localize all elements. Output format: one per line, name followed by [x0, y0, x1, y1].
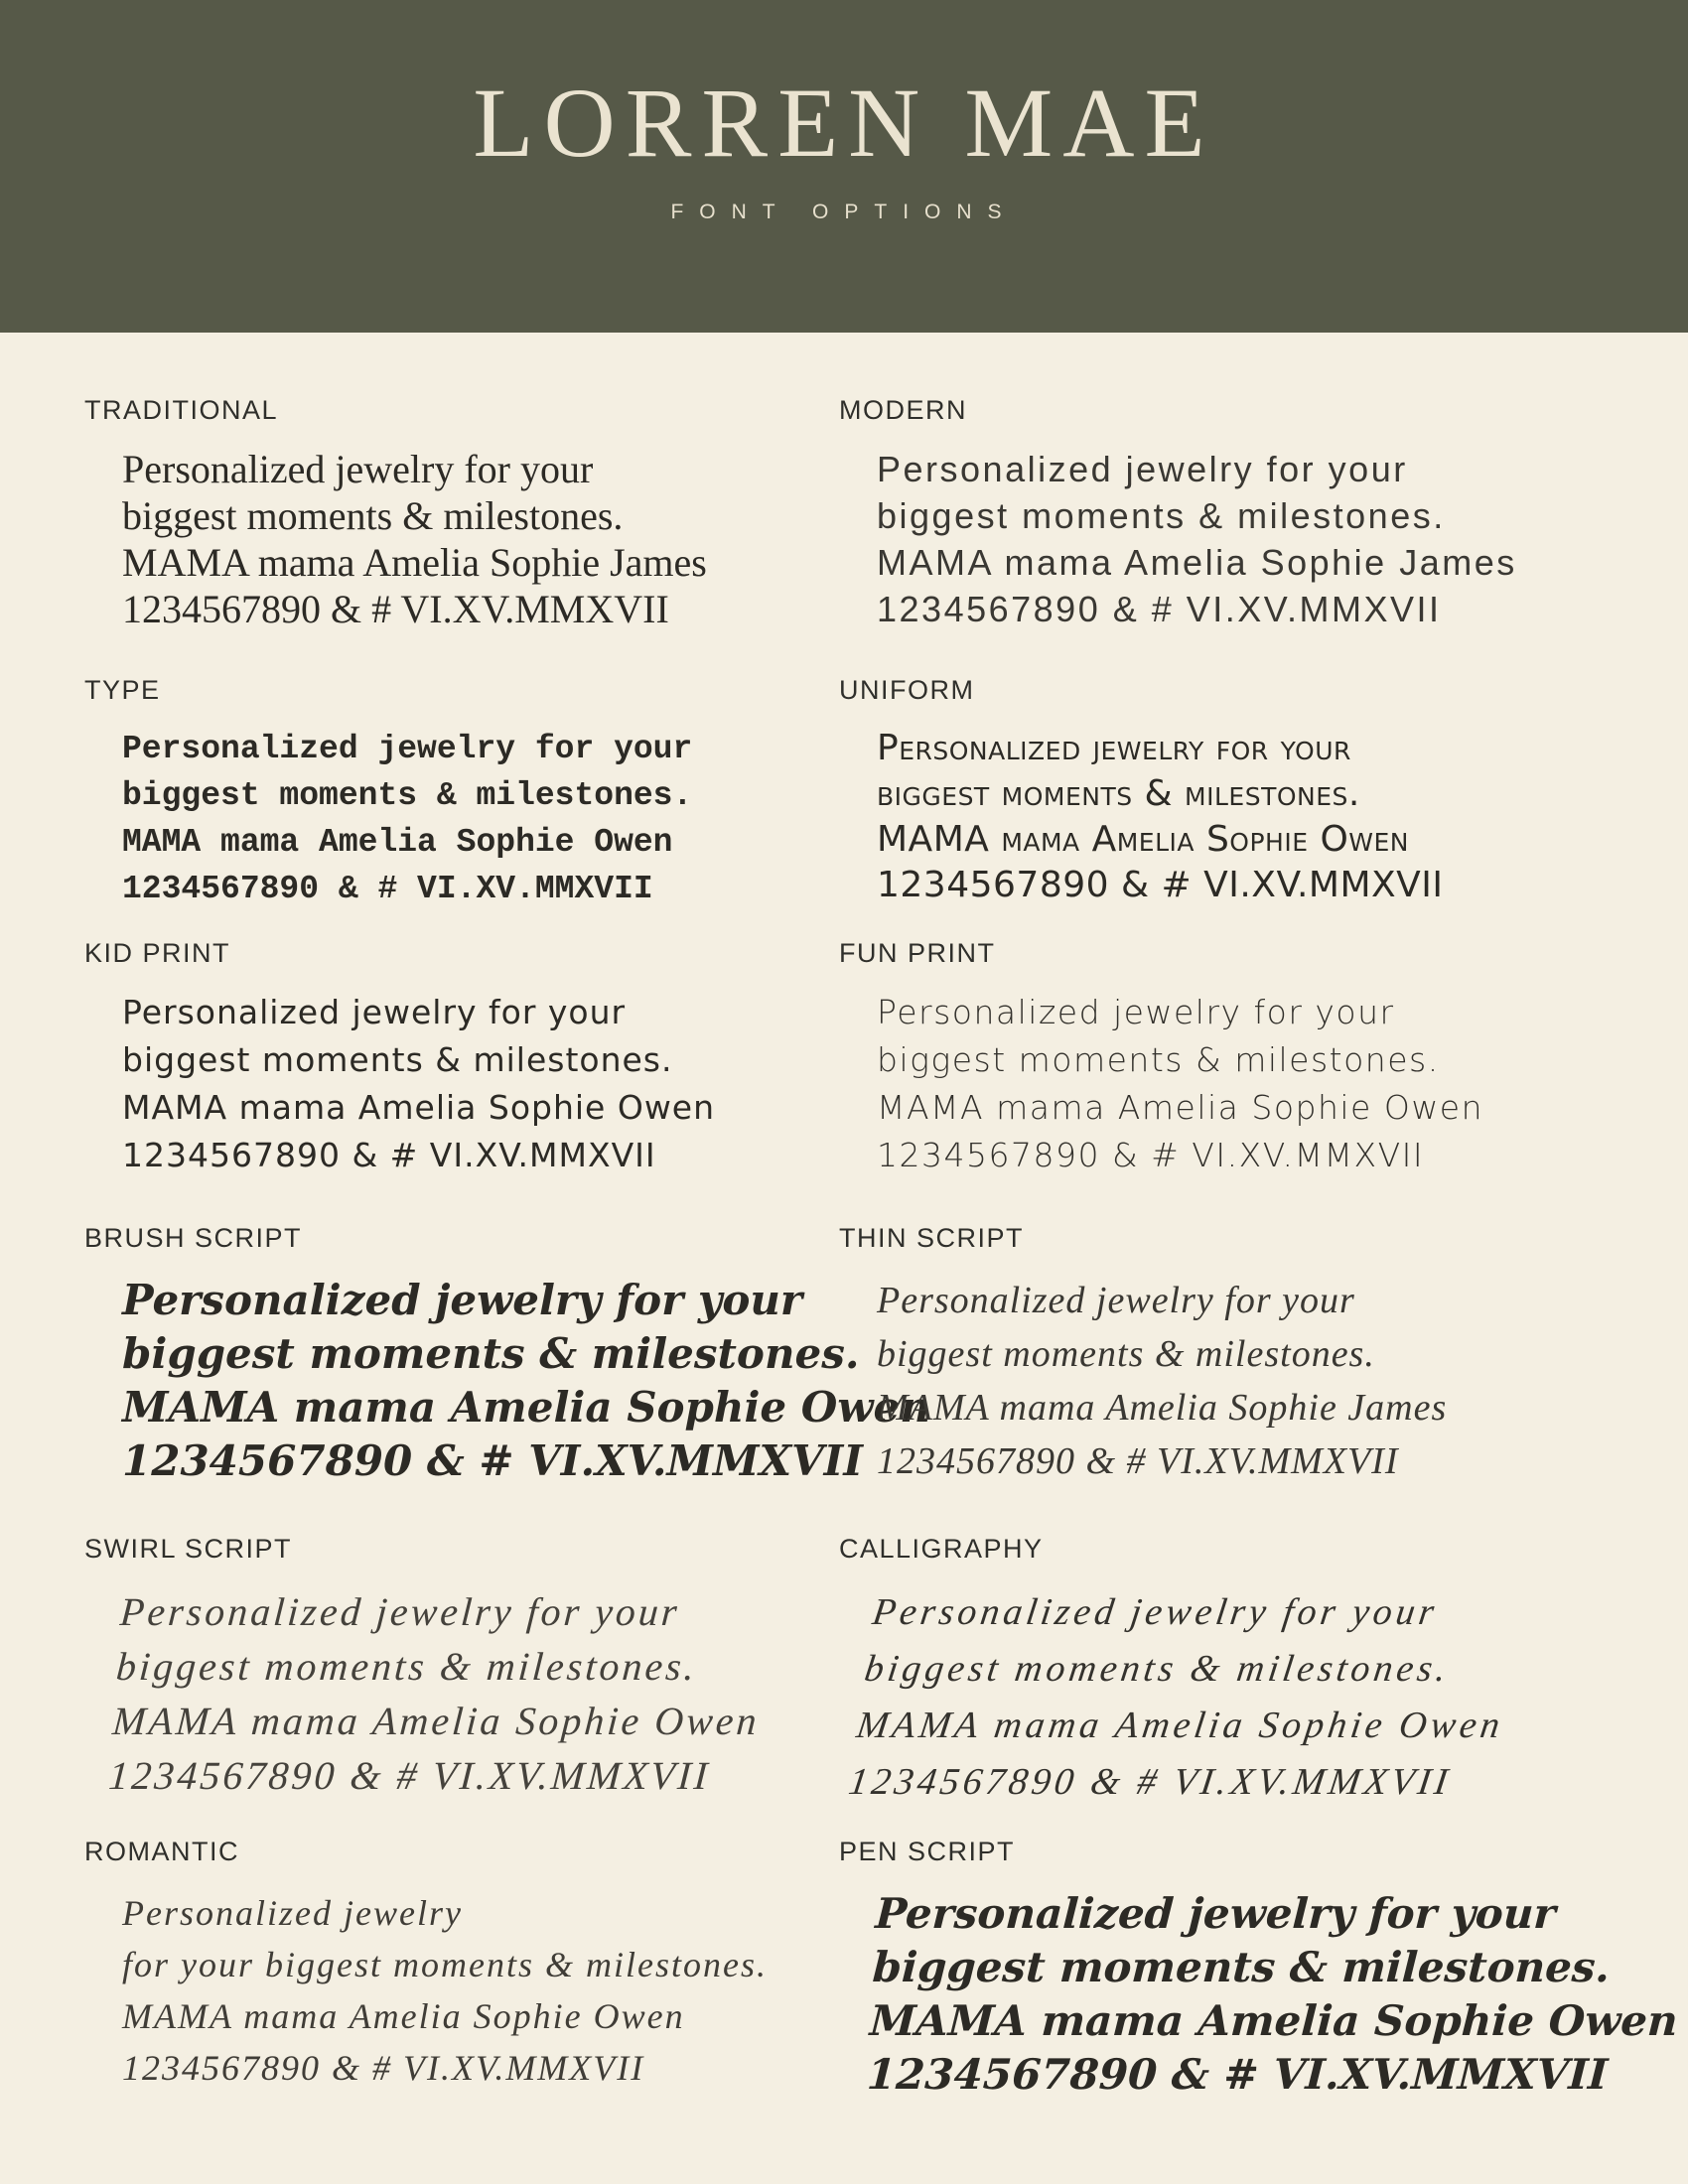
- sample-line: Personalized jewelry for your: [874, 1889, 1557, 1938]
- section-label-pen-script: PEN SCRIPT: [839, 1837, 1016, 1866]
- section-type: [84, 675, 839, 912]
- sample-line: Personalized jewelry for your: [118, 1589, 682, 1634]
- font-sample-thin-script: [839, 1274, 1594, 1488]
- sample-line: Personalized jewelry for your: [877, 993, 1395, 1031]
- font-sample-traditional: [84, 446, 839, 632]
- sample-line: MAMA mama Amelia Sophie Owen: [854, 1705, 1506, 1746]
- section-label-thin-script: THIN SCRIPT: [839, 1223, 1025, 1253]
- font-sample-fun-print: [839, 989, 1594, 1179]
- font-sample-kid-print: [84, 989, 839, 1179]
- sample-line: 1234567890 & # VI.XV.MMXVII: [877, 1440, 1399, 1482]
- sample-line: Personalized jewelry for your: [877, 449, 1408, 489]
- section-label-fun-print: FUN PRINT: [839, 938, 996, 968]
- section-calligraphy: [839, 1534, 1594, 1811]
- font-sample-uniform: [839, 726, 1594, 908]
- sample-line: MAMA mama Amelia Sophie Owen: [122, 1383, 930, 1432]
- sample-line: biggest moments & milestones.: [877, 1333, 1375, 1375]
- section-label-modern: MODERN: [839, 395, 967, 425]
- section-label-brush-script: BRUSH SCRIPT: [84, 1223, 303, 1253]
- sample-line: Personalized jewelry for your: [877, 1280, 1355, 1321]
- section-label-type: TYPE: [84, 675, 161, 705]
- sample-line: 1234567890 & # VI.XV.MMXVII: [877, 1136, 1425, 1174]
- sample-line: Personalized jewelry for your: [122, 447, 594, 491]
- sample-line: biggest moments & milestones.: [122, 1329, 860, 1378]
- sample-line: MAMA mama Amelia Sophie James: [877, 1387, 1448, 1429]
- sample-line: 1234567890 & # VI.XV.MMXVII: [122, 1436, 863, 1485]
- sample-line: biggest moments & milestones.: [871, 1943, 1612, 1991]
- sample-line: biggest moments & milestones.: [877, 495, 1446, 536]
- sample-line: MAMA mama Amelia Sophie Owen: [877, 819, 1410, 860]
- section-kid-print: [84, 938, 839, 1179]
- section-uniform: [839, 675, 1594, 908]
- font-sample-type: [84, 726, 839, 912]
- sample-line: MAMA mama Amelia Sophie Owen: [122, 1996, 685, 2036]
- sample-line: Personalized jewelry for your: [877, 728, 1351, 768]
- sample-line: biggest moments & milestones.: [122, 1040, 673, 1079]
- sample-line: biggest moments & milestones.: [862, 1648, 1453, 1690]
- header-banner: [0, 0, 1688, 333]
- section-label-romantic: ROMANTIC: [84, 1837, 239, 1866]
- header-subtitle: FONT OPTIONS: [670, 201, 1018, 223]
- sample-line: biggest moments & milestones.: [122, 777, 693, 814]
- font-sample-brush-script: [84, 1274, 930, 1488]
- font-sample-romantic: [84, 1887, 839, 2094]
- sample-line: 1234567890 & # VI.XV.MMXVII: [846, 1761, 1455, 1803]
- sample-line: MAMA mama Amelia Sophie Owen: [110, 1699, 762, 1743]
- brand-title: LORREN MAE: [473, 68, 1215, 178]
- font-sample-pen-script: [828, 1887, 1679, 2102]
- font-sample-calligraphy: [807, 1584, 1594, 1811]
- sample-line: 1234567890 & # VI.XV.MMXVII: [106, 1753, 712, 1798]
- sample-line: biggest moments & milestones.: [877, 773, 1360, 814]
- sample-line: MAMA mama Amelia Sophie James: [877, 542, 1517, 583]
- font-sample-swirl-script: [70, 1584, 839, 1803]
- sample-line: Personalized jewelry for your: [122, 1276, 803, 1324]
- sample-line: MAMA mama Amelia Sophie James: [122, 540, 707, 585]
- sample-line: MAMA mama Amelia Sophie Owen: [868, 1996, 1679, 2045]
- section-fun-print: [839, 938, 1594, 1179]
- section-label-swirl-script: SWIRL SCRIPT: [84, 1534, 293, 1564]
- section-modern: [839, 395, 1594, 632]
- section-label-traditional: TRADITIONAL: [84, 395, 279, 425]
- font-sample-modern: [839, 446, 1594, 632]
- sample-line: MAMA mama Amelia Sophie Owen: [877, 1088, 1484, 1127]
- sample-line: Personalized jewelry for your: [122, 731, 693, 767]
- sample-line: Personalized jewelry for your: [870, 1591, 1441, 1633]
- section-traditional: [84, 395, 839, 632]
- sample-line: biggest moments & milestones.: [114, 1644, 699, 1689]
- section-label-uniform: UNIFORM: [839, 675, 975, 705]
- section-label-calligraphy: CALLIGRAPHY: [839, 1534, 1044, 1564]
- sample-line: 1234567890 & # VI.XV.MMXVII: [877, 589, 1442, 629]
- sample-line: 1234567890 & # VI.XV.MMXVII: [122, 2048, 645, 2088]
- sample-line: biggest moments & milestones.: [877, 1040, 1440, 1079]
- sample-line: MAMA mama Amelia Sophie Owen: [122, 1088, 716, 1127]
- sample-line: 1234567890 & # VI.XV.MMXVII: [877, 865, 1444, 905]
- section-label-kid-print: KID PRINT: [84, 938, 231, 968]
- sample-line: 1234567890 & # VI.XV.MMXVII: [122, 587, 669, 631]
- sample-line: Personalized jewelry for your: [122, 993, 627, 1031]
- sample-line: 1234567890 & # VI.XV.MMXVII: [122, 1136, 656, 1174]
- sample-line: for your biggest moments & milestones.: [122, 1945, 768, 1984]
- section-brush-script: [84, 1223, 930, 1488]
- section-romantic: [84, 1837, 839, 2094]
- section-swirl-script: [84, 1534, 839, 1803]
- sample-line: Personalized jewelry: [122, 1893, 463, 1933]
- sample-line: biggest moments & milestones.: [122, 493, 624, 538]
- sample-line: 1234567890 & # VI.XV.MMXVII: [865, 2050, 1610, 2099]
- section-pen-script: [839, 1837, 1679, 2102]
- sample-line: MAMA mama Amelia Sophie Owen: [122, 824, 673, 861]
- section-thin-script: [839, 1223, 1594, 1488]
- sample-line: 1234567890 & # VI.XV.MMXVII: [122, 871, 653, 907]
